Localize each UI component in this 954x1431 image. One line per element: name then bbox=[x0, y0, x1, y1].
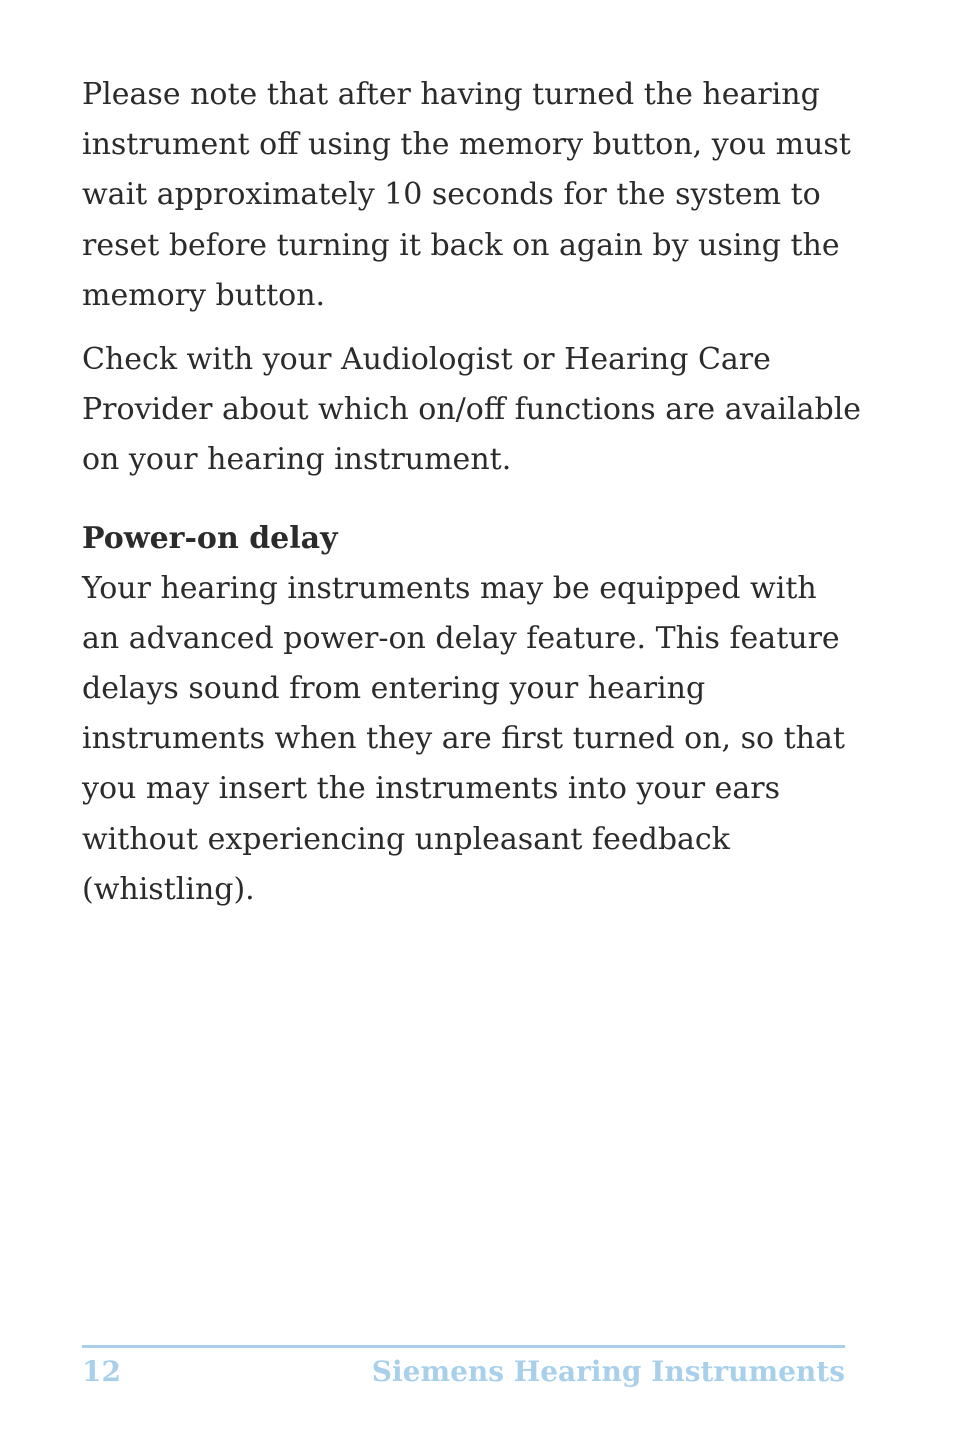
paragraph-memory-button-reset: Please note that after having turned the hearing instrument off using the memory button, you must wait approximately 10 seconds for the system to reset before turning it back on again by using the memory button. bbox=[82, 77, 851, 313]
paragraph-check-audiologist: Check with your Audiologist or Hearing Care Provider about which on/off functions are available on your hearing instrument. bbox=[82, 342, 862, 478]
footer-brand-text: Siemens Hearing Instruments bbox=[371, 1355, 845, 1388]
section-heading-power-on-delay: Power-on delay bbox=[82, 520, 338, 556]
page-content bbox=[82, 70, 862, 915]
page-footer bbox=[82, 1345, 845, 1388]
paragraph-power-on-delay: Your hearing instruments may be equipped with an advanced power-on delay feature. This feature delays sound from entering your hearing instruments when they are first turned on, so that you may insert the instruments into your ears without experiencing unpleasant feedback (whistling). bbox=[82, 570, 845, 907]
page-number: 12 bbox=[82, 1355, 121, 1388]
